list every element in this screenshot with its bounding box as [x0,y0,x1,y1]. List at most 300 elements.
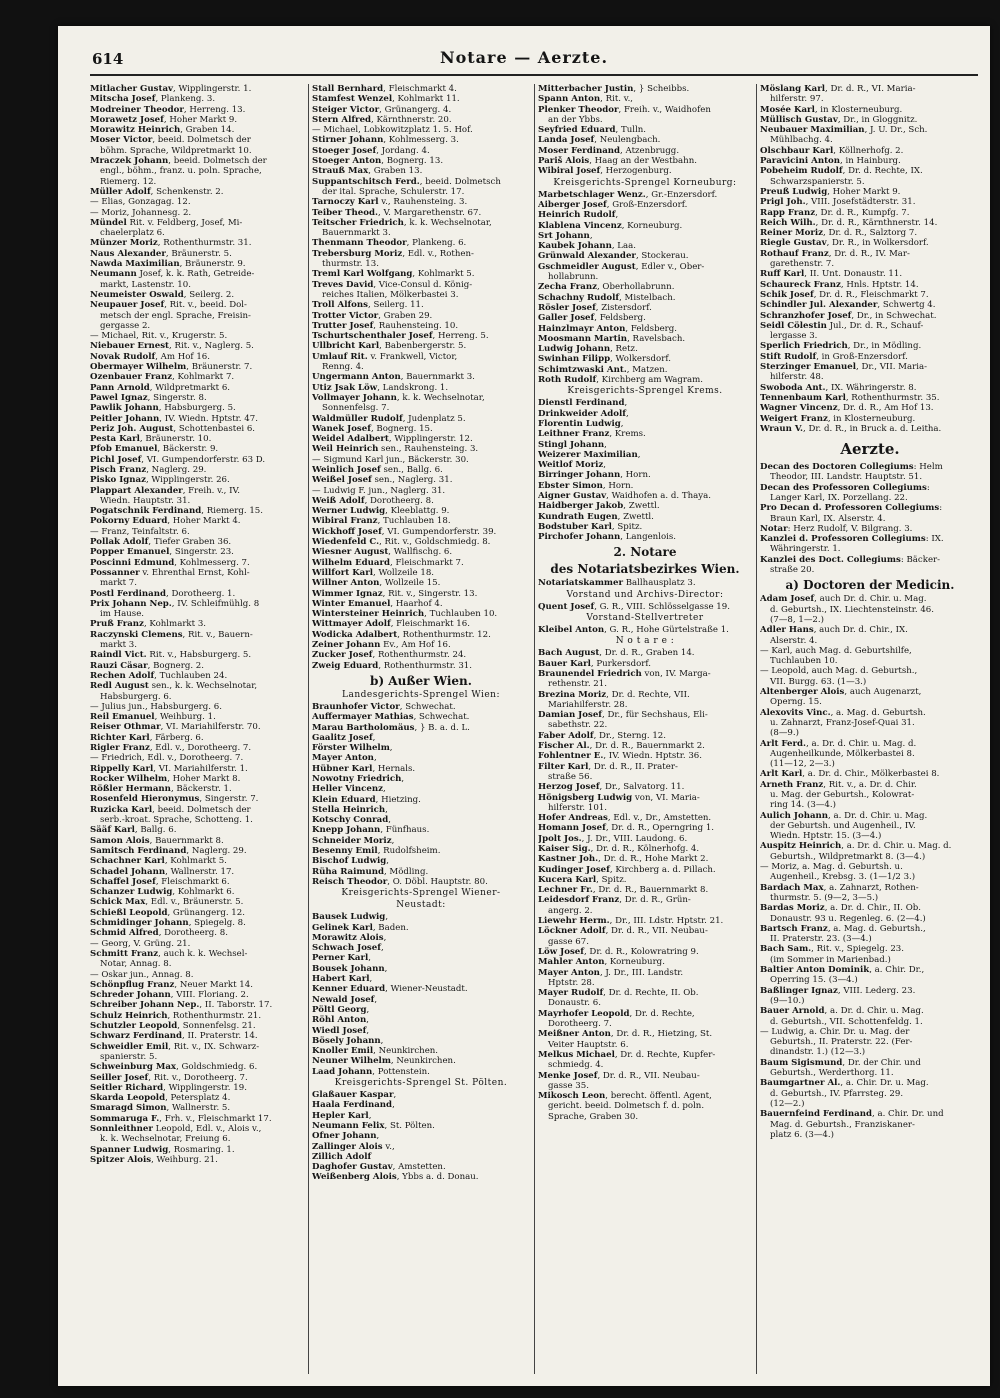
entry-details: , Kohlmesserg. 7. [174,557,250,568]
entry-name: Tschurtschenthaler Josef [312,331,433,342]
directory-entry [90,743,304,753]
entry-details: , [624,398,628,409]
directory-entry [90,249,304,259]
entry-details: , Dr., Salvatorg. 11. [599,782,685,793]
entry-name: Stoeger Anton [312,156,382,167]
directory-entry [760,625,980,635]
entry-details: , Wipplingerstr. 1. [173,84,252,94]
directory-entry [760,1027,980,1037]
directory-entry [312,516,530,526]
entry-name: Rippelly Karl [90,763,154,774]
page-title: Notare — Aerzte. [439,48,609,67]
directory-entry [90,990,304,1000]
directory-entry [538,578,752,588]
entry-name: Trotter Victor [312,310,379,321]
entry-details: , auch Dr. d. Chir. u. Mag. [814,594,927,605]
entry-name: Stirner Johann [312,135,384,146]
entry-name: Ruff Karl [760,269,805,280]
entry-details: , [385,912,389,923]
directory-entry [538,751,752,761]
directory-entry [312,156,530,166]
entry-name: Mraczek Johann [90,156,169,167]
entry-name: Leidesdorf Franz [538,895,620,906]
directory-entry [312,815,530,825]
entry-details: : [926,482,930,493]
entry-details: , [374,994,378,1005]
entry-name: Drinkweider Adolf [538,408,626,419]
entry-name: Stingl Johann [538,439,605,450]
entry-name: Seidl Cölestin [760,320,827,331]
entry-continuation [760,728,980,738]
entry-name: Laad Johann [312,1066,373,1077]
directory-entry [312,795,530,805]
entry-details: , Graben 13. [368,166,423,177]
entry-name: Röhl Anton [312,1015,367,1026]
entry-name: Birringer Johann [538,470,621,481]
entry-name: Kleibel Anton [538,625,605,636]
directory-entry [538,1050,752,1060]
entry-details: , Rothenthurmstr. 31. [378,660,472,671]
entry-details: , Kohlmarkt 11. [392,94,460,105]
directory-entry [90,424,304,434]
page-header [58,26,990,78]
entry-details: , Plankeng. 3. [155,94,216,105]
directory-entry [90,650,304,660]
entry-name: Hainzlmayr Anton [538,323,626,334]
entry-details: , Bauernmarkt 8. [149,835,224,846]
directory-entry [90,599,304,609]
entry-details: , Ravelsbach. [627,333,686,344]
entry-name: Ofner Johann [312,1131,377,1142]
entry-name: Bartsch Franz [760,923,828,934]
entry-details: ring 14. (3—4.) [770,800,836,811]
directory-entry [312,640,530,650]
entry-details: , [389,743,393,754]
entry-details: Wiedn. Hptstr. 15. (3—4.) [770,831,882,842]
entry-details: (im Sommer in Marienbad.) [770,954,891,965]
entry-details: straße 20. [770,565,815,576]
entry-details: , Bäckerstr. 1. [170,784,232,795]
entry-name: Sommaruga F. [90,1113,160,1124]
entry-details: , auch k. k. Wechsel- [158,948,248,959]
entry-details: , Mödling. [383,866,429,877]
directory-entry [312,1121,530,1131]
entry-continuation [760,852,980,862]
directory-entry [90,897,304,907]
entry-continuation [760,1089,980,1099]
entry-name: Ludwig Johann [538,344,611,355]
directory-entry [90,269,304,279]
directory-entry [760,105,980,115]
entry-details: , VIII. Lederg. 23. [837,985,916,996]
entry-name: Pisko Ignaz [90,475,146,486]
entry-name: Stift Rudolf [760,351,817,362]
directory-entry [312,1026,530,1036]
directory-entry [760,300,980,310]
entry-details: , Horn. [620,470,651,481]
entry-details: Rit. v., Habsburgerg. 5. [146,650,252,661]
directory-entry [312,846,530,856]
entry-name: Weiß Adolf [312,495,365,506]
entry-name: Weitlof Moriz [538,460,604,471]
entry-name: Pariš Alois [538,156,590,167]
entry-name: Meißner Anton [538,1029,611,1040]
entry-details: , Wallfischg. 6. [388,547,453,558]
entry-name: Schwach Josef [312,943,381,954]
entry-details: v., Rauhensteing. 3. [378,197,468,208]
directory-entry [538,947,752,957]
entry-details: , auch Augenarzt, [844,687,922,698]
entry-name: Schreder Johann [90,990,171,1001]
entry-name: Perner Karl [312,953,369,964]
column-divider [308,84,309,1374]
directory-entry [90,218,304,228]
directory-entry [538,885,752,895]
entry-name: Hepler Karl [312,1110,369,1121]
entry-details: , Singerstr. 7. [199,794,259,805]
directory-entry [538,834,752,844]
entry-details: Schwarzspanierstr. 5. [770,176,865,187]
entry-name: Ruzicka Karl [90,804,153,815]
directory-entry [538,334,752,344]
entry-details: — Ludwig, a. Chir. Dr. u. Mag. der [760,1026,910,1037]
entry-details: , Hernals. [372,763,416,774]
entry-name: Marbetschlager Wenz. [538,189,646,200]
directory-entry [760,462,980,472]
entry-name: Wimmer Ignaz [312,588,383,599]
entry-details: , Spiegelg. 8. [188,918,246,929]
entry-continuation [760,872,980,882]
entry-details: , Freih. v., IV. [182,485,240,496]
entry-name: Treml Karl Wolfgang [312,269,413,280]
entry-name: Bösely Johann [312,1035,381,1046]
directory-entry [312,94,530,104]
entry-name: Neuner Wilhelm [312,1056,391,1067]
entry-details: , Dr., in Schwechat. [851,310,937,321]
entry-details: gericht. beeid. Dolmetsch f. d. poln. [548,1101,705,1112]
entry-continuation [760,565,980,575]
directory-entry [760,1006,980,1016]
directory-entry [90,733,304,743]
entry-details: , G. R., Hohe Gürtelstraße 1. [604,625,729,636]
directory-entry [538,659,752,669]
entry-details: Dorotheerg. 7. [548,1019,612,1030]
directory-entry [90,135,304,145]
entry-details: , [386,856,389,867]
entry-details: , Rothenthurmstr. 31. [157,238,252,249]
entry-details: — Georg, V. Grüng. 21. [90,938,191,949]
directory-entry [90,784,304,794]
entry-details: , Laa. [611,241,636,252]
entry-details: — Julius jun., Habsburgerg. 6. [90,701,222,712]
entry-name: Mayer Rudolf [538,988,604,999]
directory-entry [90,846,304,856]
directory-entry [538,303,752,313]
district-heading: Neustadt: [396,900,446,911]
directory-entry [312,619,530,629]
header-rule [90,74,978,76]
directory-entry [312,372,530,382]
entry-details: , Kohlmarkt 5. [164,856,227,867]
entry-name: Haidberger Jakob [538,501,624,512]
directory-entry [90,94,304,104]
entry-details: , Hoher Markt 9. [163,114,238,125]
directory-entry [90,547,304,557]
entry-continuation [760,996,980,1006]
entry-name: Bauernfeind Ferdinand [760,1109,872,1120]
entry-name: Roth Rudolf [538,375,597,386]
entry-details: , [372,732,376,743]
entry-details: , Langenlois. [620,532,677,543]
entry-continuation [538,937,752,947]
directory-entry [538,895,752,905]
entry-details: , Dr. d. R., Kolowratring 9. [583,946,699,957]
entry-name: Preuß Ludwig [760,186,828,197]
entry-details: , Neunkirchen. [390,1056,456,1067]
entry-details: , Edl. v., Bräunerstr. 5. [145,897,244,908]
entry-details: , [368,1110,372,1121]
entry-details: , Plankeng. 6. [406,238,467,249]
entry-details: , Spitz. [611,521,643,532]
directory-entry [760,393,980,403]
entry-details: , a. Chir. Dr. u. Mag. [840,1078,929,1089]
entry-name: Steiger Victor [312,104,380,115]
entry-details: sen., Rauhensteing. 3. [378,444,479,455]
directory-entry [760,383,980,393]
district-heading: Kreisgerichts-Sprengel Wiener- [341,888,501,899]
entry-continuation [538,720,752,730]
entry-details: , Dr. d. R., Salztorg 7. [823,228,918,239]
entry-continuation [312,187,530,197]
directory-entry [90,619,304,629]
entry-name: Rosenfeld Hieronymus [90,794,200,805]
entry-details: , Kohlmarkt 6. [172,887,235,898]
directory-entry [90,918,304,928]
section-heading: Aerzte. [840,440,900,459]
directory-entry [312,943,530,953]
directory-entry [312,197,530,207]
directory-entry [760,646,980,656]
entry-continuation [760,1047,980,1057]
entry-details: , Dr. R., in Wolkersdorf. [826,238,929,249]
entry-details: schmiedg. 4. [548,1060,604,1071]
entry-details: , Zistersdorf. [595,302,652,313]
directory-entry [538,324,752,334]
entry-details: , Tuchlauben 10. [424,609,498,620]
entry-name: Klein Eduard [312,794,376,805]
entry-name: Morawitz Heinrich [90,125,181,136]
entry-details: v. Ehrenthal Ernst, Kohl- [139,567,250,578]
entry-name: Nawda Maximilian [90,259,180,270]
entry-name: Wanek Josef [312,423,371,434]
directory-entry [760,769,980,779]
directory-entry [312,712,530,722]
directory-entry [312,1172,530,1182]
entry-name: Schmitt Franz [90,948,159,959]
entry-details: Hptstr. 28. [548,977,595,988]
entry-details: (8—9.) [770,728,799,739]
entry-name: Rösler Josef [538,302,596,313]
entry-details: , Haarhof 4. [390,598,443,609]
directory-entry [312,650,530,660]
entry-details: chaelerplatz 6. [100,228,165,239]
entry-name: Morawetz Josef [90,114,164,125]
directory-entry [538,731,752,741]
directory-entry [90,856,304,866]
directory-entry [760,321,980,331]
directory-entry [538,210,752,220]
directory-entry [90,661,304,671]
directory-entry [90,383,304,393]
entry-continuation [760,472,980,482]
entry-details: , Tiefer Graben 36. [148,537,232,548]
directory-entry [90,290,304,300]
entry-details: , a. Dr. d. Chir. u. Mag. d. [841,841,952,852]
entry-name: Popper Emanuel [90,547,170,558]
entry-details: , Naglerg. 29. [186,845,247,856]
entry-details: , [380,1035,384,1046]
directory-entry [312,753,530,763]
entry-details: , Dr., für Sechshaus, Eli- [602,710,708,721]
entry-name: Zucker Josef [312,650,373,661]
entry-details: , Kirchberg am Wagram. [596,375,704,386]
entry-details: der Geburtsh. und Augenheil., IV. [770,820,916,831]
entry-name: Aigner Gustav [538,490,607,501]
entry-details: , Ybbs a. d. Donau. [396,1172,479,1183]
directory-entry [760,924,980,934]
entry-name: Pichl Josef [90,454,142,465]
entry-details: , Fleischmarkt 7. [390,557,464,568]
entry-name: Bauer Arnold [760,1006,825,1017]
entry-details: , in Klosterneuburg. [827,413,916,424]
directory-entry [312,280,530,290]
entry-details: , Dr. d. R., VII. Neubau- [597,1070,700,1081]
entry-name: Sääf Karl [90,825,135,836]
directory-entry [312,825,530,835]
directory-entry [538,782,752,792]
entry-name: Leithner Franz [538,429,610,440]
entry-name: Glaßauer Kaspar [312,1090,394,1101]
directory-entry [538,1029,752,1039]
entry-name: Gschmeidler August [538,261,636,272]
entry-details: , Wipplingerstr. 19. [163,1082,247,1093]
entry-details: , Fleischmarkt 6. [155,876,230,887]
directory-entry [312,877,530,887]
entry-details: , [380,943,384,954]
directory-entry [312,805,530,815]
entry-name: Notariatskammer [538,578,623,589]
entry-details: , Hoher Markt 9. [827,186,901,197]
directory-entry [312,475,530,485]
entry-name: Kudinger Josef [538,864,610,875]
directory-entry [312,764,530,774]
entry-name: Willfort Karl [312,567,374,578]
entry-continuation [760,615,980,625]
entry-name: Reisch Theodor [312,876,388,887]
directory-entry [312,1036,530,1046]
entry-continuation [760,1068,980,1078]
entry-details: an der Ybbs. [548,114,603,125]
entry-name: Neumann Felix [312,1120,385,1131]
entry-continuation [760,1130,980,1140]
directory-entry [312,923,530,933]
directory-entry [312,1111,530,1121]
directory-entry [90,1124,304,1134]
directory-entry [538,241,752,251]
directory-entry [538,105,752,115]
directory-entry [760,208,980,218]
entry-details: , J. Dr., III. Landstr. [599,967,684,978]
entry-name: Morawitz Alois [312,932,384,943]
entry-name: Habert Karl [312,974,370,985]
entry-name: Pogatschnik Ferdinand [90,506,202,517]
entry-continuation [90,640,304,650]
entry-details: Habsburgerg. 6. [100,691,172,702]
entry-continuation [90,815,304,825]
entry-details: lergasse 3. [770,331,818,342]
entry-name: Hübner Karl [312,763,373,774]
directory-entry [90,444,304,454]
entry-details: , Schottenbastei 6. [173,423,256,434]
entry-name: Notar [760,523,788,534]
entry-details: , Dr. d. R., IV. Mar- [828,248,910,259]
entry-details: , Dr. d. R., II. Prater- [588,761,678,772]
entry-details: v., [382,1141,395,1152]
entry-name: Seyfried Eduard [538,125,616,136]
entry-details: , Dr. d. Rechte, [629,1008,695,1019]
entry-continuation [760,544,980,554]
entry-details: , k. k. Wechselnotar, [396,392,485,403]
directory-entry [760,687,980,697]
entry-name: Rauzi Cäsar [90,660,148,671]
entry-details: , Dr. d. R., Kumpfg. 7. [815,207,910,218]
entry-details: , Kohlmarkt 3. [143,619,207,630]
entry-name: Münzer Moriz [90,238,158,249]
entry-details: böhm. Sprache, Wildpretmarkt 10. [100,145,252,156]
entry-details: , Kleeblattg. 9. [385,506,450,517]
directory-entry [312,383,530,393]
directory-entry [90,1021,304,1031]
entry-name: Pirchofer Johann [538,532,621,543]
entry-details: Tuchlauben 10. [770,656,838,667]
entry-name: Rapp Franz [760,207,816,218]
entry-details: d. Geburtsh., IX. Liechtensteinstr. 46. [770,604,934,615]
entry-details: , Dr. d. R., Bauernmarkt 2. [589,741,705,752]
entry-details: , II. Taborstr. 17. [199,1000,273,1011]
entry-name: Arlt Ferd. [760,738,807,749]
entry-details: , Herreng. 13. [183,104,246,115]
entry-name: Pobeheim Rudolf [760,166,843,177]
entry-details: straße 56. [548,771,593,782]
directory-entry [538,916,752,926]
entry-details: , Schwertg 4. [877,300,936,311]
entry-continuation [760,893,980,903]
entry-details: , Rothenthurmstr. 35. [845,392,940,403]
entry-details: , VI. Mariahilferstr. 70. [160,722,261,733]
entry-details: Bauernmarkt 3. [322,228,391,239]
entry-details: , [604,439,607,450]
entry-details: , Schenkenstr. 2. [150,186,224,197]
directory-entry [312,1162,530,1172]
entry-name: Neumeister Oswald [90,289,184,300]
entry-name: Werner Ludwig [312,506,386,517]
directory-entry [90,125,304,135]
directory-entry [90,1093,304,1103]
directory-entry [90,1073,304,1083]
entry-details: Josef, k. k. Rath, Getreide- [136,269,255,280]
entry-details: , Wollzeile 18. [373,567,435,578]
entry-details: der ital. Sprache, Schulerstr. 17. [322,186,465,197]
